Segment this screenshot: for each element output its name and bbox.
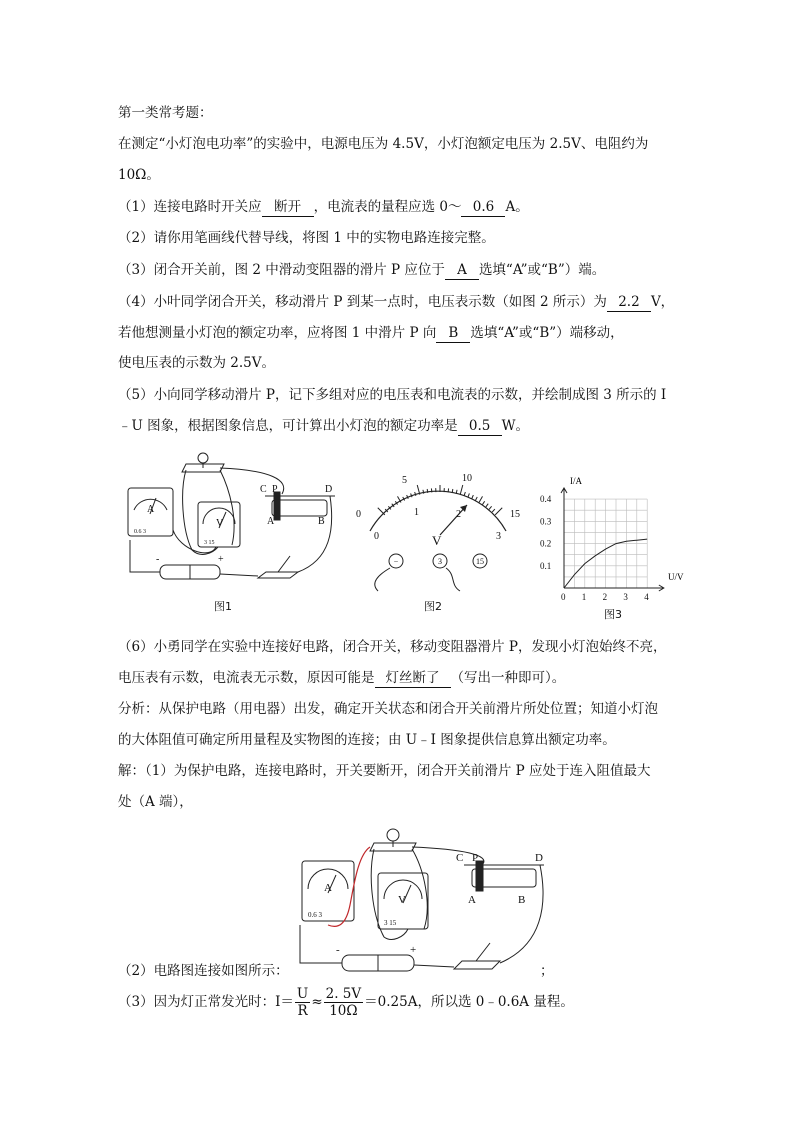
fig1-ammeter-terminals: 0.6 3 [134, 529, 146, 535]
dial-tick [452, 489, 453, 493]
dial-tick [479, 496, 483, 502]
chart-x-tick-label: 3 [623, 592, 628, 602]
dial-bottom-tick-2: 2 [456, 509, 461, 520]
frac1-numerator: U [296, 985, 309, 1002]
dial-tick [489, 506, 492, 509]
fig1-label-a: A [267, 516, 275, 527]
sol-bulb-icon [387, 829, 399, 841]
sol-label-d: D [535, 852, 543, 864]
frac2-denominator: 10Ω [329, 1002, 358, 1019]
sol-label-c: C [456, 852, 464, 864]
q3-answer: A [445, 261, 479, 280]
figure-1-caption: 图1 [214, 600, 232, 613]
figure-3-chart [538, 470, 688, 605]
q3-post: 选填“A”或“B”）端。 [478, 262, 606, 278]
sol-label-a: A [468, 894, 476, 906]
frac1-denominator: R [297, 1002, 308, 1019]
q5-post: W。 [501, 418, 530, 434]
q4-answer-direction: B [436, 324, 470, 343]
sol4-pre: （3）因为灯正常发光时：I＝ [118, 994, 294, 1010]
dial-top-tick-5: 5 [402, 475, 407, 486]
chart-y-tick-label: 0.1 [540, 560, 552, 571]
chart-xlabel: U/V [668, 572, 684, 582]
fig1-label-d: D [325, 484, 333, 495]
dial-tick [495, 508, 502, 515]
question-6-line-2 [118, 669, 565, 688]
sol-label-p: P [472, 852, 479, 864]
sol4-post: ＝0.25A，所以选 0﹣0.6A 量程。 [364, 994, 574, 1010]
dial-bottom-tick-0: 0 [374, 531, 379, 542]
terminal-label-3: 3 [438, 557, 442, 566]
sol-ammeter-terminals: 0.6 3 [308, 911, 322, 919]
q6-post: （写出一种即可）。 [450, 670, 566, 686]
chart-x-tick-label: 4 [644, 592, 649, 602]
dial-bottom-tick-1: 1 [414, 507, 419, 518]
sol-voltmeter-terminals: 3 15 [384, 919, 397, 927]
dial-tick [427, 489, 428, 493]
terminal-label-neg: − [393, 557, 399, 566]
chart-y-tick-label: 0.4 [540, 494, 552, 505]
q1-mid: ，电流表的量程应选 0～ [313, 199, 462, 215]
sol-plus: + [410, 944, 417, 956]
intro-line-2: 10Ω。 [118, 167, 160, 183]
approx-sign: ≈ [311, 994, 323, 1010]
intro-line-1: 在测定“小灯泡电功率”的实验中，电源电压为 4.5V，小灯泡额定电压为 2.5V、电阻约为 [118, 136, 649, 152]
question-4-line-3: 使电压表的示数为 2.5V。 [118, 355, 276, 371]
q4-pre: （4）小叶同学闭合开关，移动滑片 P 到某一点时，电压表示数（如图 2 所示）为 [118, 294, 607, 310]
q6-pre2: 电压表有示数，电流表无示数，原因可能是 [118, 670, 375, 686]
fraction-value [324, 986, 364, 1019]
sol-ammeter-letter: A [324, 882, 332, 894]
question-5-line-1: （5）小向同学移动滑片 P，记下多组对应的电压表和电流表的示数，并绘制成图 3 所示的 I [118, 387, 667, 403]
figure-3-caption: 图3 [604, 608, 622, 621]
question-3 [118, 261, 605, 280]
sol-switch-icon [454, 961, 500, 969]
solution-line-3-pre: （2）电路图连接如图所示： [118, 963, 289, 979]
question-1 [118, 198, 529, 217]
figure-2-voltmeter [350, 465, 530, 600]
q1-answer-range: 0.6 [461, 198, 505, 217]
sol-voltmeter-letter: V [398, 894, 406, 906]
question-6-line-1: （6）小勇同学在实验中连接好电路，闭合开关，移动变阻器滑片 P，发现小灯泡始终不亮， [118, 639, 667, 655]
chart-x-tick-label: 1 [581, 592, 587, 602]
analysis-line-2: 的大体阻值可确定所用量程及实物图的连接；由 U﹣I 图象提供信息算出额定功率。 [118, 732, 616, 748]
question-4-line-1 [118, 293, 674, 312]
switch-icon [258, 572, 298, 578]
dial-tick [482, 501, 484, 504]
chart-x-tick-label: 0 [561, 592, 566, 602]
solution-line-3-post: ； [540, 963, 554, 979]
question-5-line-2 [118, 417, 529, 436]
dial-tick [472, 495, 474, 499]
q1-answer-switch: 断开 [262, 198, 314, 217]
fig1-ammeter-letter: A [147, 504, 155, 515]
q5-pre: ﹣U 图象，根据图象信息，可计算出小灯泡的额定功率是 [118, 418, 458, 434]
fig1-minus: - [156, 554, 160, 565]
bulb-icon [198, 453, 208, 463]
section-heading: 第一类常考题： [118, 105, 213, 121]
added-wire-red [328, 847, 370, 926]
analysis-line-1: 分析：从保护电路（用电器）出发，确定开关状态和闭合开关前滑片所处位置；知道小灯泡 [118, 701, 658, 717]
solution-line-4 [118, 984, 574, 1020]
dial-arc [370, 491, 506, 531]
q3-pre: （3）闭合开关前，图 2 中滑动变阻器的滑片 P 应位于 [118, 262, 445, 278]
chart-y-tick-label: 0.3 [540, 516, 552, 527]
figure-2-caption: 图2 [424, 600, 442, 613]
solution-line-1: 解：（1）为保护电路，连接电路时，开关要断开，闭合开关前滑片 P 应处于连入阻值最大 [118, 763, 651, 779]
q4-pre2: 若他想测量小灯泡的额定功率，应将图 1 中滑片 P 向 [118, 325, 437, 341]
q4-answer-voltage: 2.2 [607, 293, 651, 312]
question-2: （2）请你用笔画线代替导线，将图 1 中的实物电路连接完整。 [118, 230, 495, 246]
dial-tick [475, 497, 477, 501]
fraction-u-over-r [295, 986, 310, 1019]
fig1-plus: + [218, 554, 224, 565]
fig1-label-c: C [260, 484, 267, 495]
frac2-numerator: 2. 5V [325, 985, 362, 1002]
q4-post2: 选填“A”或“B”）端移动， [470, 325, 624, 341]
q5-answer-power: 0.5 [458, 417, 502, 436]
fig1-label-p: P [272, 484, 278, 495]
fig1-voltmeter-letter: V [216, 518, 224, 529]
q4-post1: V， [650, 294, 675, 310]
fig1-label-b: B [318, 516, 325, 527]
chart-y-tick-label: 0.2 [540, 538, 552, 549]
q6-answer: 灯丝断了 [375, 669, 451, 688]
chart-x-tick-label: 2 [602, 592, 608, 602]
sol-label-b: B [518, 894, 526, 906]
dial-tick [378, 508, 385, 515]
dial-top-tick-10: 10 [462, 473, 472, 484]
dial-tick [492, 509, 495, 512]
sol-minus: - [336, 944, 340, 956]
solution-line-2: 处（A 端）， [118, 794, 193, 810]
q1-post: A。 [505, 199, 529, 215]
dial-unit: V [432, 533, 442, 548]
terminal-label-15: 15 [476, 557, 484, 566]
figure-1-circuit [120, 450, 345, 595]
dial-tick [486, 504, 488, 507]
dial-tick [460, 485, 463, 495]
fig1-voltmeter-terminals: 3 15 [204, 540, 215, 546]
q1-pre: （1）连接电路时开关应 [118, 199, 262, 215]
dial-bottom-tick-3: 3 [496, 531, 501, 542]
dial-top-tick-0: 0 [356, 509, 361, 520]
solution-circuit [292, 825, 557, 975]
chart-ylabel: I/A [570, 476, 582, 486]
question-4-line-2 [118, 324, 624, 343]
dial-tick [464, 492, 465, 496]
dial-top-tick-15: 15 [510, 509, 520, 520]
dial-tick [468, 493, 469, 497]
